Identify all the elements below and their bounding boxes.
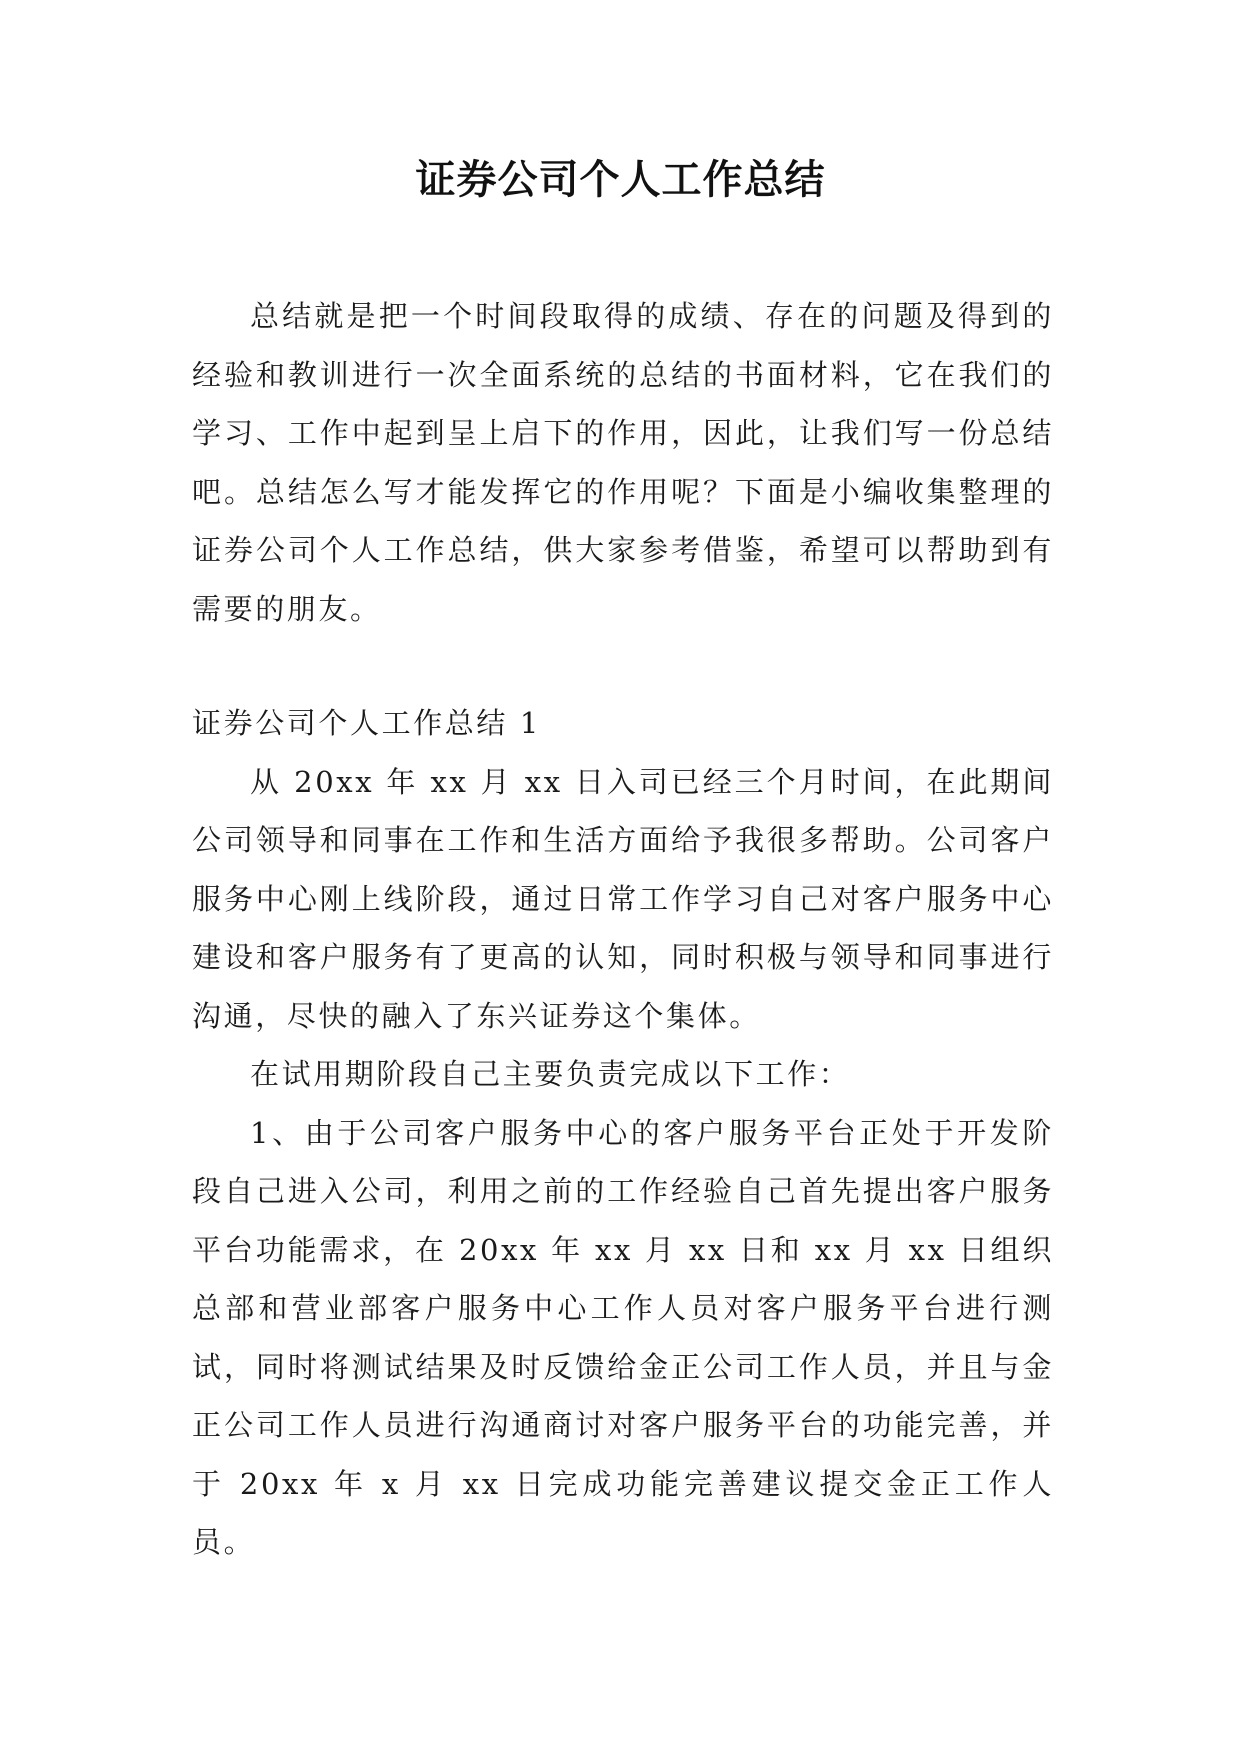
section-heading: 证券公司个人工作总结 1 — [192, 706, 541, 740]
section-1 — [192, 694, 1054, 1572]
section-paragraph: 在试用期阶段自己主要负责完成以下工作： — [250, 1057, 851, 1091]
section-paragraph: 从 20xx 年 xx 月 xx 日入司已经三个月时间，在此期间公司领导和同事在工作和生活方面给予我很多帮助。公司客户服务中心刚上线阶段，通过日常工作学习自己对客户服务中心建设和客户服务有了更高的认知，同时积极与领导和同事进行沟通，尽快的融入了东兴证券这个集体。 — [192, 764, 1054, 1033]
document-title: 证券公司个人工作总结 — [415, 157, 826, 203]
intro-block — [192, 287, 1054, 638]
section-paragraph: 1、由于公司客户服务中心的客户服务平台正处于开发阶段自己进入公司，利用之前的工作经验自己首先提出客户服务平台功能需求，在 20xx 年 xx 月 xx 日和 xx 月 xx 日组织总部和营业部客户服务中心工作人员对客户服务平台进行测试，同时将测试结果及时反馈给金正公司工作人员，并且与金正公司工作人员进行沟通商讨对客户服务平台的功能完善，并于 20xx 年 x 月 xx 日完成功能完善建议提交金正工作人员。 — [192, 1115, 1054, 1559]
intro-paragraph: 总结就是把一个时间段取得的成绩、存在的问题及得到的经验和教训进行一次全面系统的总结的书面材料，它在我们的学习、工作中起到呈上启下的作用，因此，让我们写一份总结吧。总结怎么写才能发挥它的作用呢？下面是小编收集整理的证券公司个人工作总结，供大家参考借鉴，希望可以帮助到有需要的朋友。 — [192, 299, 1054, 626]
